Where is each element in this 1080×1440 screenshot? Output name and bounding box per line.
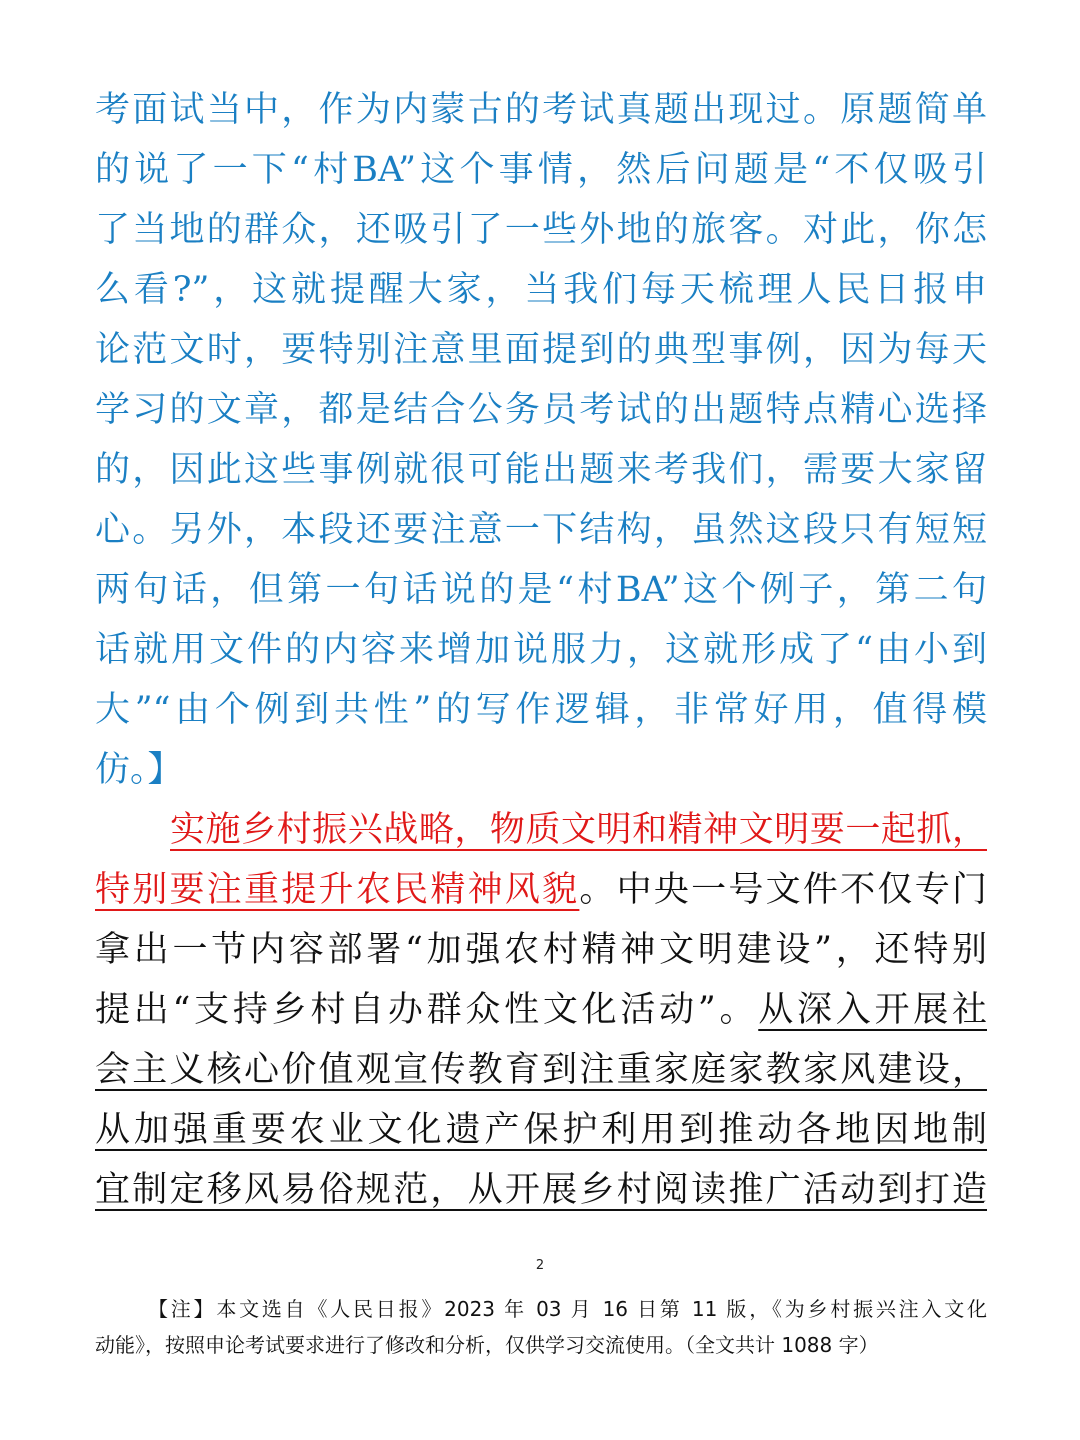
body-line-6 bbox=[95, 1100, 987, 1160]
underlined-text: 从加强重要农业文化遗产保护利用到推动各地因地制 bbox=[95, 1110, 987, 1150]
commentary-line-1: 考面试当中，作为内蒙古的考试真题出现过。原题简单 bbox=[95, 90, 987, 130]
underlined-text: 从深入开展社 bbox=[758, 990, 987, 1030]
footnote-line-1: 【注】本文选自《人民日报》2023 年 03 月 16 日第 11 版，《为乡村振兴注入文化 bbox=[148, 1297, 987, 1321]
commentary-line-5: 论范文时，要特别注意里面提到的典型事例，因为每天 bbox=[95, 330, 987, 370]
body-line-1 bbox=[170, 800, 987, 860]
commentary-line-6: 学习的文章，都是结合公务员考试的出题特点精心选择 bbox=[95, 390, 987, 430]
body-line-2 bbox=[95, 860, 987, 920]
footnote-line-2: 动能》，按照申论考试要求进行了修改和分析，仅供学习交流使用。（全文共计 1088 字） bbox=[95, 1333, 879, 1357]
commentary-line-4: 么看?”，这就提醒大家，当我们每天梳理人民日报申 bbox=[95, 270, 987, 310]
commentary-line-12: 仿。】 bbox=[95, 750, 183, 790]
commentary-line-8: 心。另外，本段还要注意一下结构，虽然这段只有短短 bbox=[95, 510, 987, 550]
body-line-3: 拿出一节内容部署“加强农村精神文明建设”，还特别 bbox=[95, 930, 987, 970]
body-text: 。中央一号文件不仅专门 bbox=[579, 870, 987, 910]
commentary-line-11: 大”“由个例到共性”的写作逻辑，非常好用，值得模 bbox=[95, 690, 987, 730]
commentary-line-7: 的，因此这些事例就很可能出题来考我们，需要大家留 bbox=[95, 450, 987, 490]
commentary-line-2: 的说了一下“村BA”这个事情，然后问题是“不仅吸引 bbox=[95, 150, 987, 190]
highlight-sentence-part-2: 特别要注重提升农民精神风貌 bbox=[95, 870, 580, 910]
body-line-7 bbox=[95, 1160, 987, 1220]
underlined-text: 会主义核心价值观宣传教育到注重家庭家教家风建设， bbox=[95, 1050, 987, 1090]
body-line-4 bbox=[95, 980, 987, 1040]
body-line-5 bbox=[95, 1040, 987, 1100]
commentary-line-3: 了当地的群众，还吸引了一些外地的旅客。对此，你怎 bbox=[95, 210, 987, 250]
commentary-line-10: 话就用文件的内容来增加说服力，这就形成了“由小到 bbox=[95, 630, 987, 670]
commentary-line-9: 两句话，但第一句话说的是“村BA”这个例子，第二句 bbox=[95, 570, 987, 610]
body-text: 提出“支持乡村自办群众性文化活动”。 bbox=[95, 990, 759, 1030]
page-number: 2 bbox=[535, 1258, 545, 1273]
highlight-sentence-part-1: 实施乡村振兴战略，物质文明和精神文明要一起抓， bbox=[170, 810, 987, 850]
underlined-text: 宜制定移风易俗规范，从开展乡村阅读推广活动到打造 bbox=[95, 1170, 987, 1210]
